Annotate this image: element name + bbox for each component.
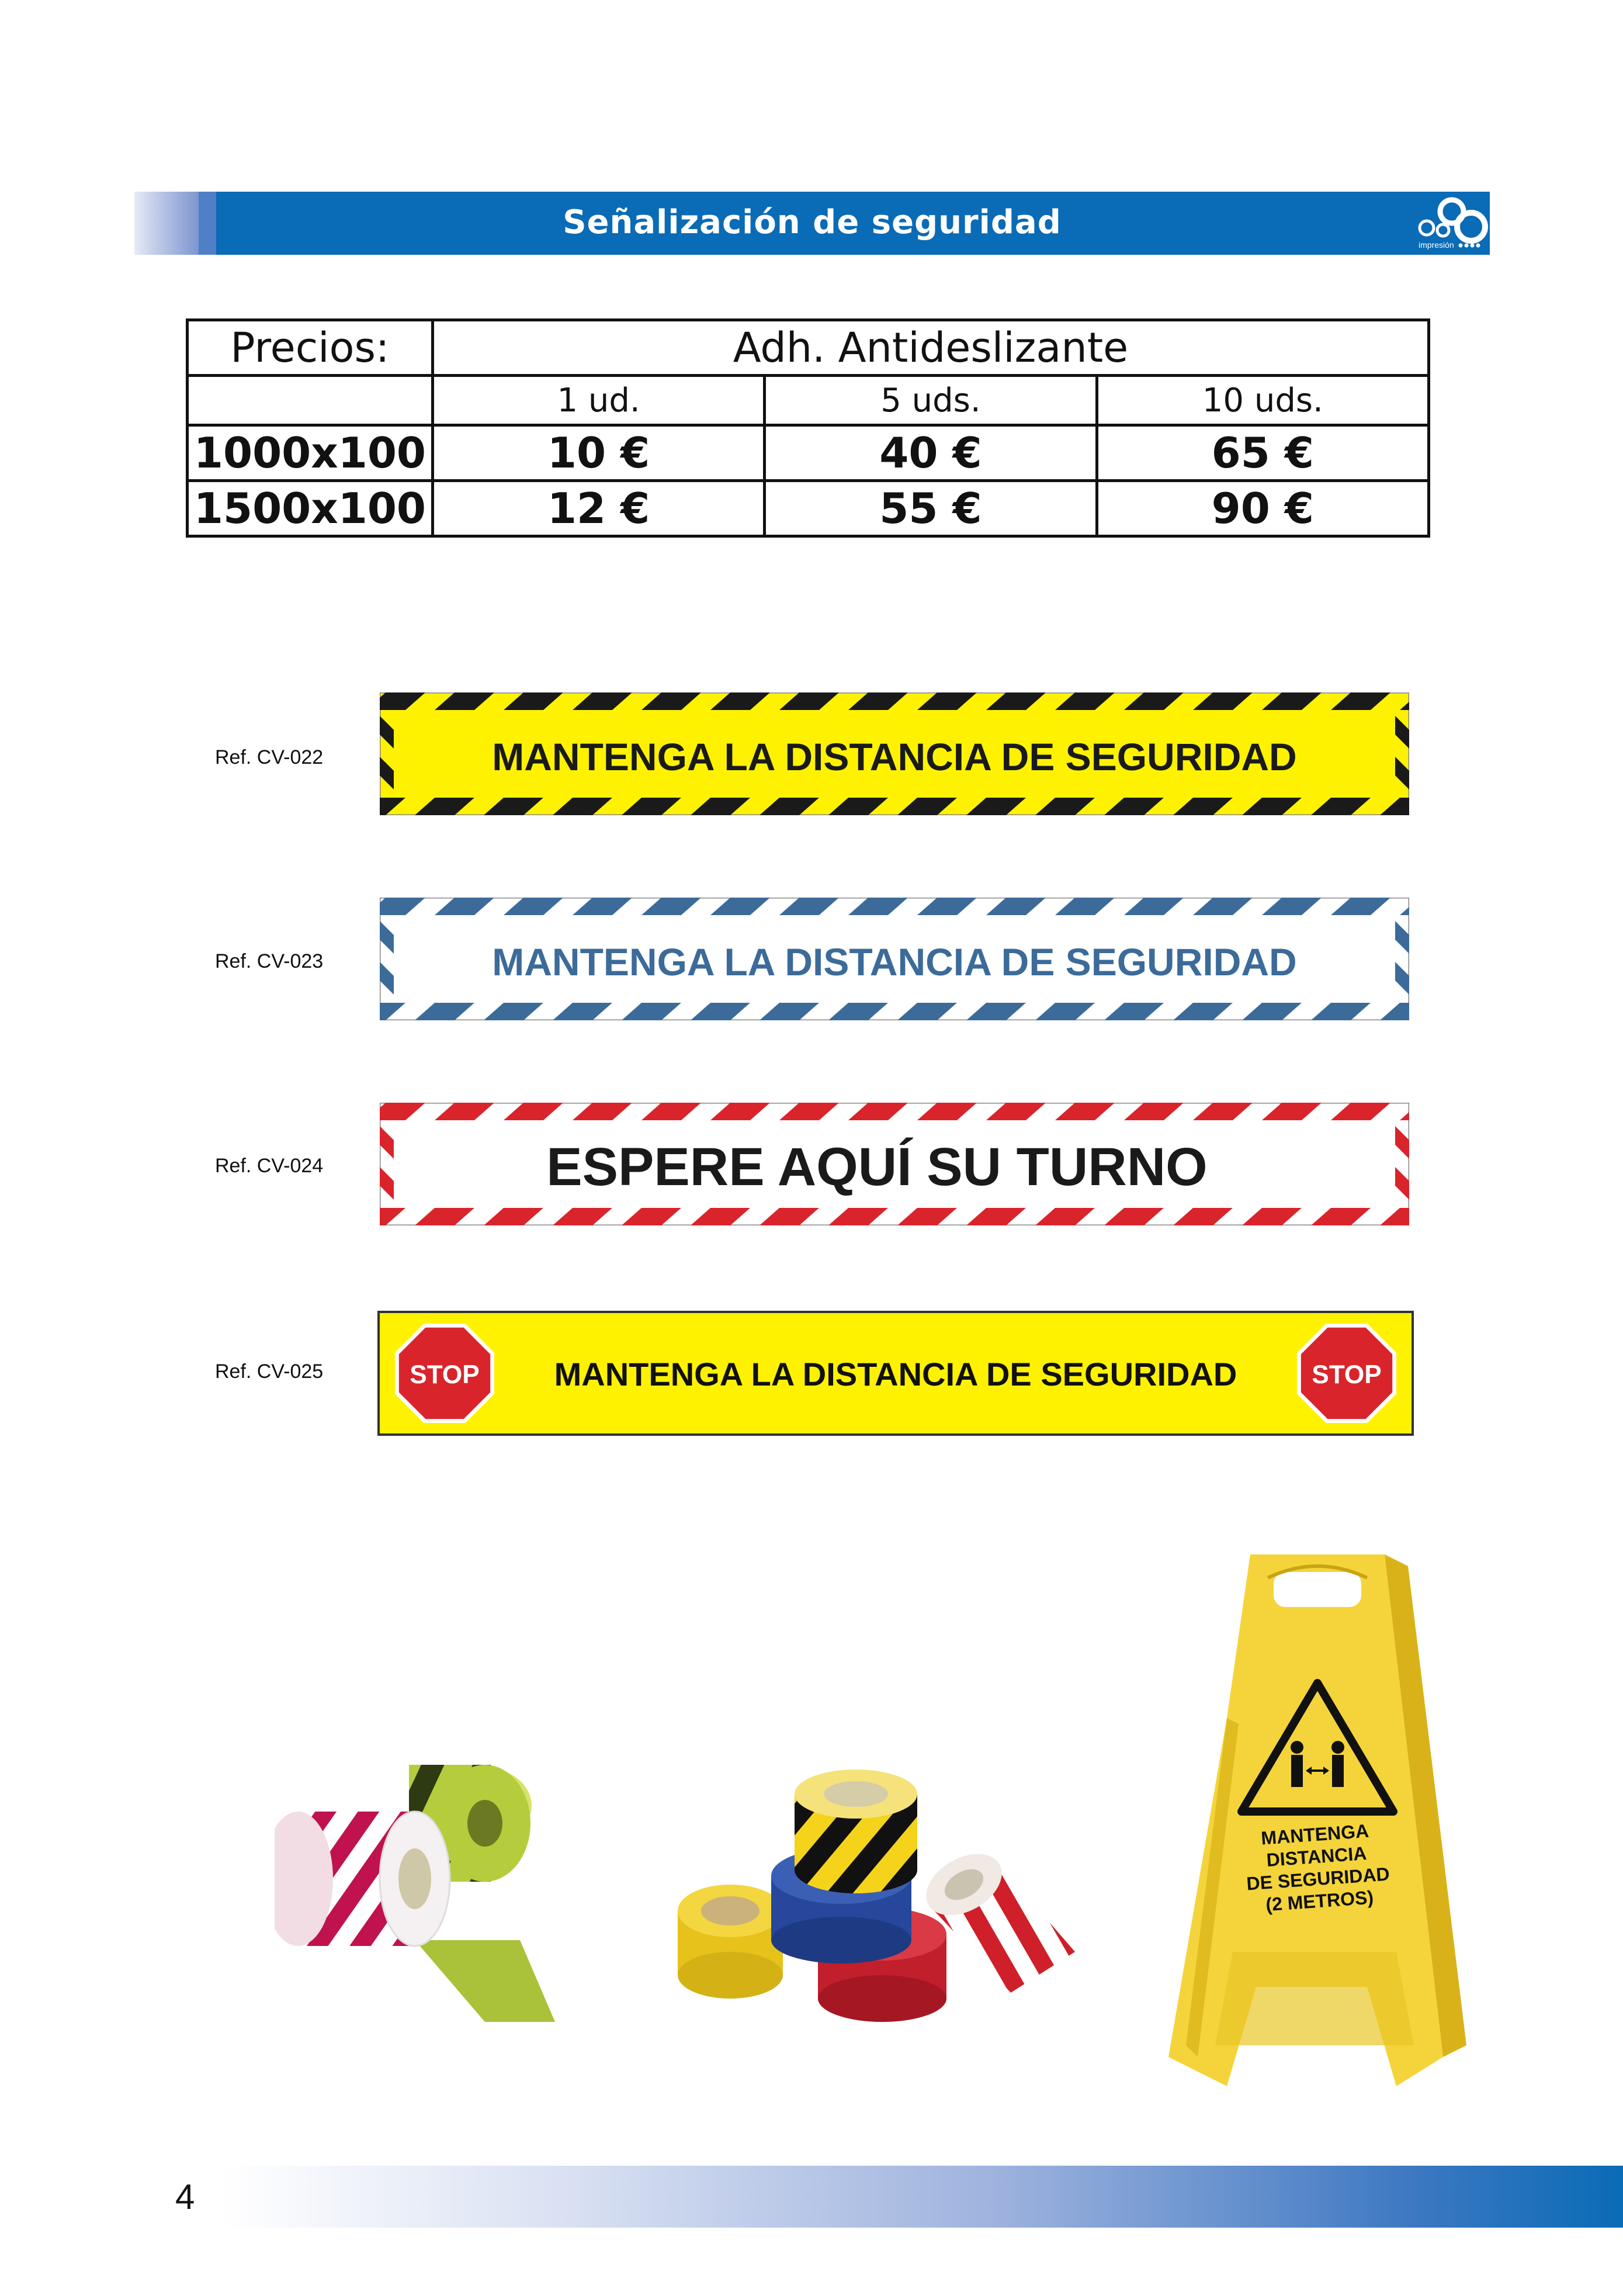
sign-ref-cv023: Ref. CV-023: [215, 950, 324, 972]
stop-sign-icon: [395, 1324, 494, 1423]
size-cell: 1500x100: [188, 481, 433, 536]
stand-text-line: DISTANCIA: [1265, 1843, 1368, 1871]
floor-sign-stand-image: [1163, 1543, 1490, 2098]
stand-text-line: DE SEGURIDAD: [1246, 1863, 1390, 1895]
section-header: [134, 192, 1490, 255]
sign-text: MANTENGA LA DISTANCIA DE SEGURIDAD: [492, 735, 1297, 778]
price-table: [186, 318, 1430, 538]
sign-text: MANTENGA LA DISTANCIA DE SEGURIDAD: [492, 940, 1297, 983]
sign-cv023: [380, 898, 1409, 1020]
logo-text: impresión: [1419, 240, 1454, 250]
price-cell: 12 €: [432, 481, 764, 536]
price-cell: 65 €: [1097, 425, 1428, 481]
stop-label: STOP: [410, 1360, 480, 1389]
section-title: Señalización de seguridad: [563, 203, 1062, 241]
company-logo: [1385, 192, 1490, 255]
price-table-material: Adh. Antideslizante: [432, 320, 1428, 376]
table-row: [188, 481, 1429, 536]
size-cell: 1000x100: [188, 425, 433, 481]
stand-text-line: MANTENGA: [1260, 1820, 1370, 1849]
adhesive-tape-rolls-image: [672, 1759, 1093, 2022]
table-row: [188, 425, 1429, 481]
quantity-header: 10 uds.: [1097, 376, 1428, 425]
footer-bar: [222, 2166, 1623, 2228]
stand-text-line: (2 METROS): [1265, 1886, 1375, 1916]
price-cell: 10 €: [432, 425, 764, 481]
page-number: 4: [175, 2177, 195, 2217]
price-cell: 55 €: [765, 481, 1097, 536]
sign-text: ESPERE AQUÍ SU TURNO: [546, 1137, 1208, 1197]
price-cell: 40 €: [765, 425, 1097, 481]
sign-ref-cv022: Ref. CV-022: [215, 746, 324, 768]
quantity-header: 1 ud.: [432, 376, 764, 425]
sign-cv024: [380, 1103, 1409, 1225]
stop-label: STOP: [1312, 1360, 1382, 1389]
empty-cell: [188, 376, 433, 425]
stop-sign-icon: [1297, 1324, 1396, 1423]
sign-cv025: [377, 1311, 1414, 1436]
barrier-tape-rolls-image: [275, 1747, 625, 2028]
sign-ref-cv024: Ref. CV-024: [215, 1155, 324, 1177]
price-cell: 90 €: [1097, 481, 1428, 536]
sign-cv022: [380, 692, 1409, 815]
sign-ref-cv025: Ref. CV-025: [215, 1360, 324, 1383]
sign-text: MANTENGA LA DISTANCIA DE SEGURIDAD: [554, 1356, 1237, 1393]
quantity-header: 5 uds.: [765, 376, 1097, 425]
price-table-label: Precios:: [188, 320, 433, 376]
